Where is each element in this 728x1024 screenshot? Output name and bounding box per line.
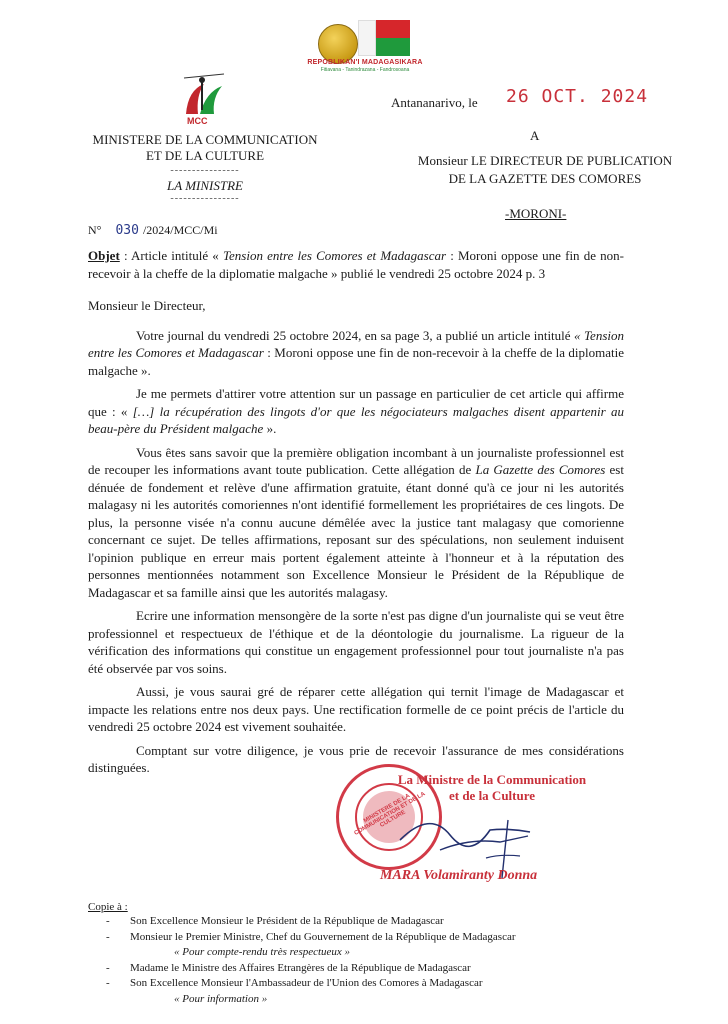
list-item-note: « Pour compte-rendu très respectueux » bbox=[174, 946, 351, 958]
paragraph-2: Je me permets d'attirer votre attention sur un passage en particulier de cet article qui affirme que : « […] la récupération des lingots d'or que les négociateurs malgaches disent appartenir au beau-père du Président malgache ». bbox=[88, 386, 624, 436]
city-label: Antananarivo, le bbox=[391, 95, 478, 110]
paragraph-6: Comptant sur votre diligence, je vous prie de recevoir l'assurance de mes considérations distinguées. bbox=[88, 742, 624, 775]
recipient-city: -MORONI- bbox=[505, 206, 567, 221]
ministry-name: MINISTERE DE LA COMMUNICATION ET DE LA CULTURE bbox=[92, 132, 318, 163]
copies-list bbox=[88, 914, 648, 1007]
paragraph-1: Votre journal du vendredi 25 octobre 2024, en sa page 3, a publié un article intitulé « Tension entre les Comores et Madagascar : Moroni oppose une fin de non-recevoir à la cheffe de la diplomatie malgache ». bbox=[88, 327, 625, 378]
list-item-note: « Pour information » bbox=[174, 992, 268, 1005]
salutation: Monsieur le Directeur, bbox=[88, 298, 206, 313]
republic-motto: Fitiavana - Tanindrazana - Fandrosoana bbox=[320, 67, 410, 73]
date-stamp: 26 OCT. 2024 bbox=[506, 86, 649, 107]
paragraph-5: Aussi, je vous saurai gré de réparer cette allégation qui ternit l'image de Madagascar et impacte les relations entre nos deux pays. Une rectification formelle de ce point précis de l'article du vendredi 25 octobre 2024 est vivement souhaitée. bbox=[88, 684, 624, 734]
minister-title: LA MINISTRE bbox=[167, 178, 243, 193]
subject-line: Objet : Article intitulé « Tension entre les Comores et Madagascar : Moroni oppose une fin de non-recevoir à la cheffe de la diplomatie malgache » publié le vendredi 25 octobre 2024 p. 3 bbox=[88, 248, 624, 281]
signatory-title: La Ministre de la Communication et de la Culture bbox=[397, 772, 587, 803]
list-item: - Son Excellence Monsieur l'Ambassadeur de l'Union des Comores à Madagascar bbox=[106, 977, 483, 989]
separator-top: ---------------- bbox=[170, 165, 240, 176]
paragraph-4: Ecrire une information mensongère de la sorte n'est pas digne d'un journaliste qui se veut être professionnel et respectueux de l'éthique et de la déontologie du journalisme. La rigueur de la vérification des informations qui constitue un engagement professionnel pour tout journaliste n'a pas été observée par vos soins. bbox=[88, 608, 624, 676]
separator-bottom: ---------------- bbox=[170, 193, 240, 204]
coat-of-arms-icon bbox=[318, 24, 358, 64]
mcc-logo bbox=[178, 70, 228, 132]
mcc-logo-text: MCC bbox=[187, 116, 208, 126]
reference-handwritten-number: 030 bbox=[115, 223, 139, 238]
letter-body bbox=[88, 297, 624, 783]
mcc-emblem-icon bbox=[178, 70, 228, 116]
recipient-to: A bbox=[530, 128, 540, 143]
madagascar-flag-icon bbox=[358, 20, 410, 56]
stamp-text: MINISTERE DE LA COMMUNICATION ET DE LA CULTURE bbox=[353, 791, 427, 837]
republic-name: REPOBLIKAN'I MADAGASIKARA bbox=[307, 59, 423, 66]
recipient-address: Monsieur LE DIRECTEUR DE PUBLICATION DE LA GAZETTE DES COMORES bbox=[417, 153, 673, 186]
signatory-name: MARA Volamiranty Donna bbox=[380, 868, 538, 883]
paragraph-3: Vous êtes sans savoir que la première obligation incombant à un journaliste professionnel est de recouper les informations avant toute publication. Cette allégation de La Gazette des Comores est dénuée de fondement et relève d'une affirmation gratuite, étant donné qu'à ce jour ni les autorités malagasy ni les autorités comoriennes n'ont identifié formellement les propriétaires de ces lingots. De plus, la personne visée n'a connu aucune démêlée avec la justice tant malagasy que comorienne concernant ce sujet. De telles affirmations, reposant sur des spéculations, non seulement induisent l'opinion publique en erreur mais portent également atteinte à l'honneur et à la réputation des personnes mentionnées notamment son Excellence Monsieur le Président de la République de Madagascar et sa famille ainsi que les autorités malagasy. bbox=[88, 444, 624, 600]
list-item: - Madame le Ministre des Affaires Etrangères de la République de Madagascar bbox=[106, 961, 471, 974]
copies-label: Copie à : bbox=[88, 901, 128, 913]
republic-seal bbox=[300, 12, 430, 72]
subject-label: Objet bbox=[88, 248, 120, 263]
reference-number: N° 030 /2024/MCC/Mi bbox=[88, 223, 218, 238]
list-item: - Son Excellence Monsieur le Président de la République de Madagascar bbox=[106, 915, 444, 927]
list-item: - Monsieur le Premier Ministre, Chef du Gouvernement de la République de Madagascar bbox=[106, 930, 516, 943]
